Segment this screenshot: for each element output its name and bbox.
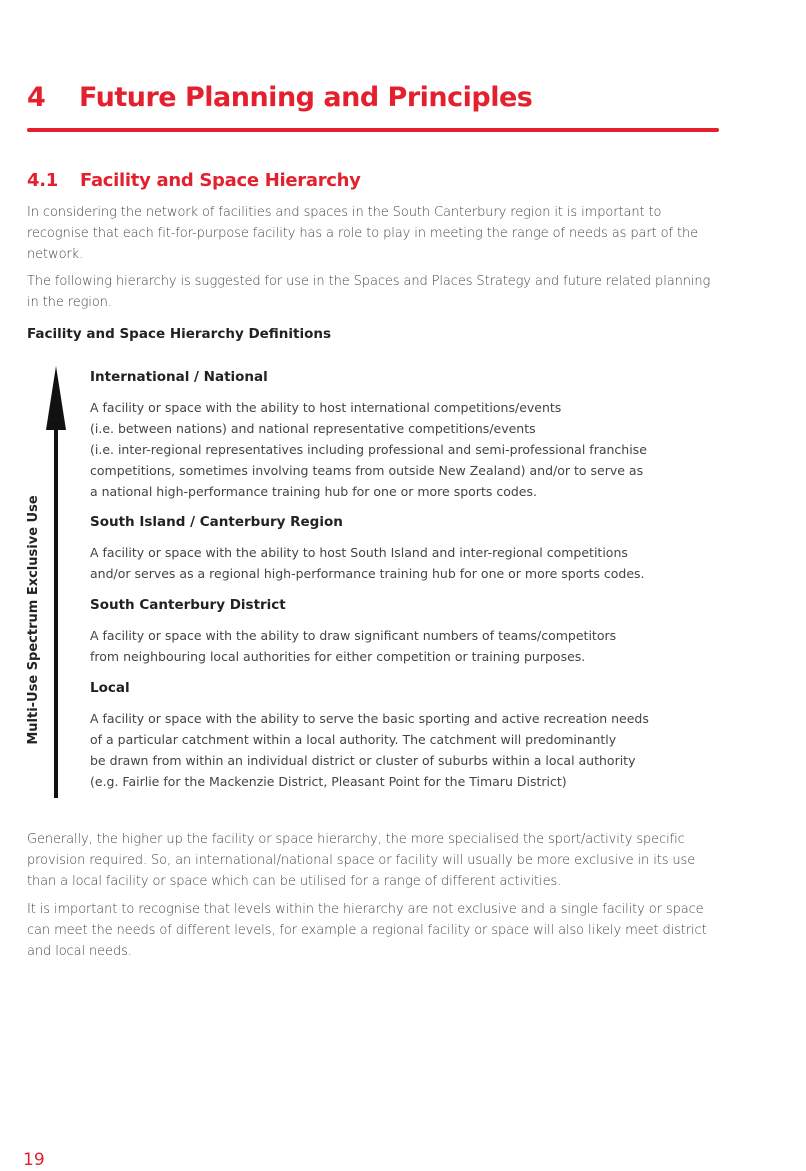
intro-paragraph-2: The following hierarchy is suggested for use in the Spaces and Places Strategy and future related planning in the region. <box>27 274 711 310</box>
level-description-line: (i.e. inter-regional representatives including professional and semi-professional franchise <box>90 442 647 457</box>
intro-paragraph-1: In considering the network of facilities and spaces in the South Canterbury region it is important to recognise that each fit-for-purpose facility has a role to play in meeting the range of needs as part of the network. <box>27 205 699 262</box>
level-description-line: A facility or space with the ability to host international competitions/events <box>90 400 562 415</box>
section-title: Facility and Space Hierarchy <box>80 170 361 191</box>
level-description-line: A facility or space with the ability to serve the basic sporting and active recreation needs <box>90 711 649 726</box>
page-number: 19 <box>23 1150 45 1170</box>
arrow-head <box>46 366 66 430</box>
level-description-line: from neighbouring local authorities for either competition or training purposes. <box>90 649 586 664</box>
level-description-line: and/or serves as a regional high-performance training hub for one or more sports codes. <box>90 566 645 581</box>
level-description-line: (i.e. between nations) and national representative competitions/events <box>90 421 536 436</box>
hierarchy-arrow <box>44 366 68 798</box>
closing-paragraph-2: It is important to recognise that levels within the hierarchy are not exclusive and a single facility or space can meet the needs of different levels, for example a regional facility or space will also likely meet district and local needs. <box>27 902 707 959</box>
chapter-heading <box>27 82 532 113</box>
level-description <box>90 708 690 792</box>
level-title: South Canterbury District <box>90 597 286 613</box>
level-title: South Island / Canterbury Region <box>90 514 343 530</box>
level-description <box>90 542 690 584</box>
level-description-line: competitions, sometimes involving teams from outside New Zealand) and/or to serve as <box>90 463 644 478</box>
hierarchy-axis-label: Multi-Use Spectrum Exclusive Use <box>26 495 41 745</box>
level-description-line: A facility or space with the ability to host South Island and inter-regional competitions <box>90 545 628 560</box>
level-title: International / National <box>90 369 268 385</box>
arrow-shaft <box>54 426 58 798</box>
level-description-line: A facility or space with the ability to draw significant numbers of teams/competitors <box>90 628 617 643</box>
chapter-number: 4 <box>27 82 46 113</box>
chapter-title: Future Planning and Principles <box>79 82 533 113</box>
level-title: Local <box>90 680 130 696</box>
closing-paragraph-1: Generally, the higher up the facility or space hierarchy, the more specialised the sport/activity specific provision required. So, an international/national space or facility will usually be more exclusive in its use than a local facility or space which can be utilised for a range of different activities. <box>27 832 696 889</box>
section-heading <box>27 170 361 191</box>
level-description-line: a national high-performance training hub for one or more sports codes. <box>90 484 537 499</box>
level-description <box>90 397 690 502</box>
level-description-line: of a particular catchment within a local authority. The catchment will predominantly <box>90 732 617 747</box>
chapter-divider <box>27 128 719 132</box>
level-description-line: be drawn from within an individual district or cluster of suburbs within a local authority <box>90 753 636 768</box>
section-number: 4.1 <box>27 170 58 191</box>
level-description-line: (e.g. Fairlie for the Mackenzie District, Pleasant Point for the Timaru District) <box>90 774 567 789</box>
level-description <box>90 625 690 667</box>
hierarchy-heading: Facility and Space Hierarchy Definitions <box>27 326 332 342</box>
